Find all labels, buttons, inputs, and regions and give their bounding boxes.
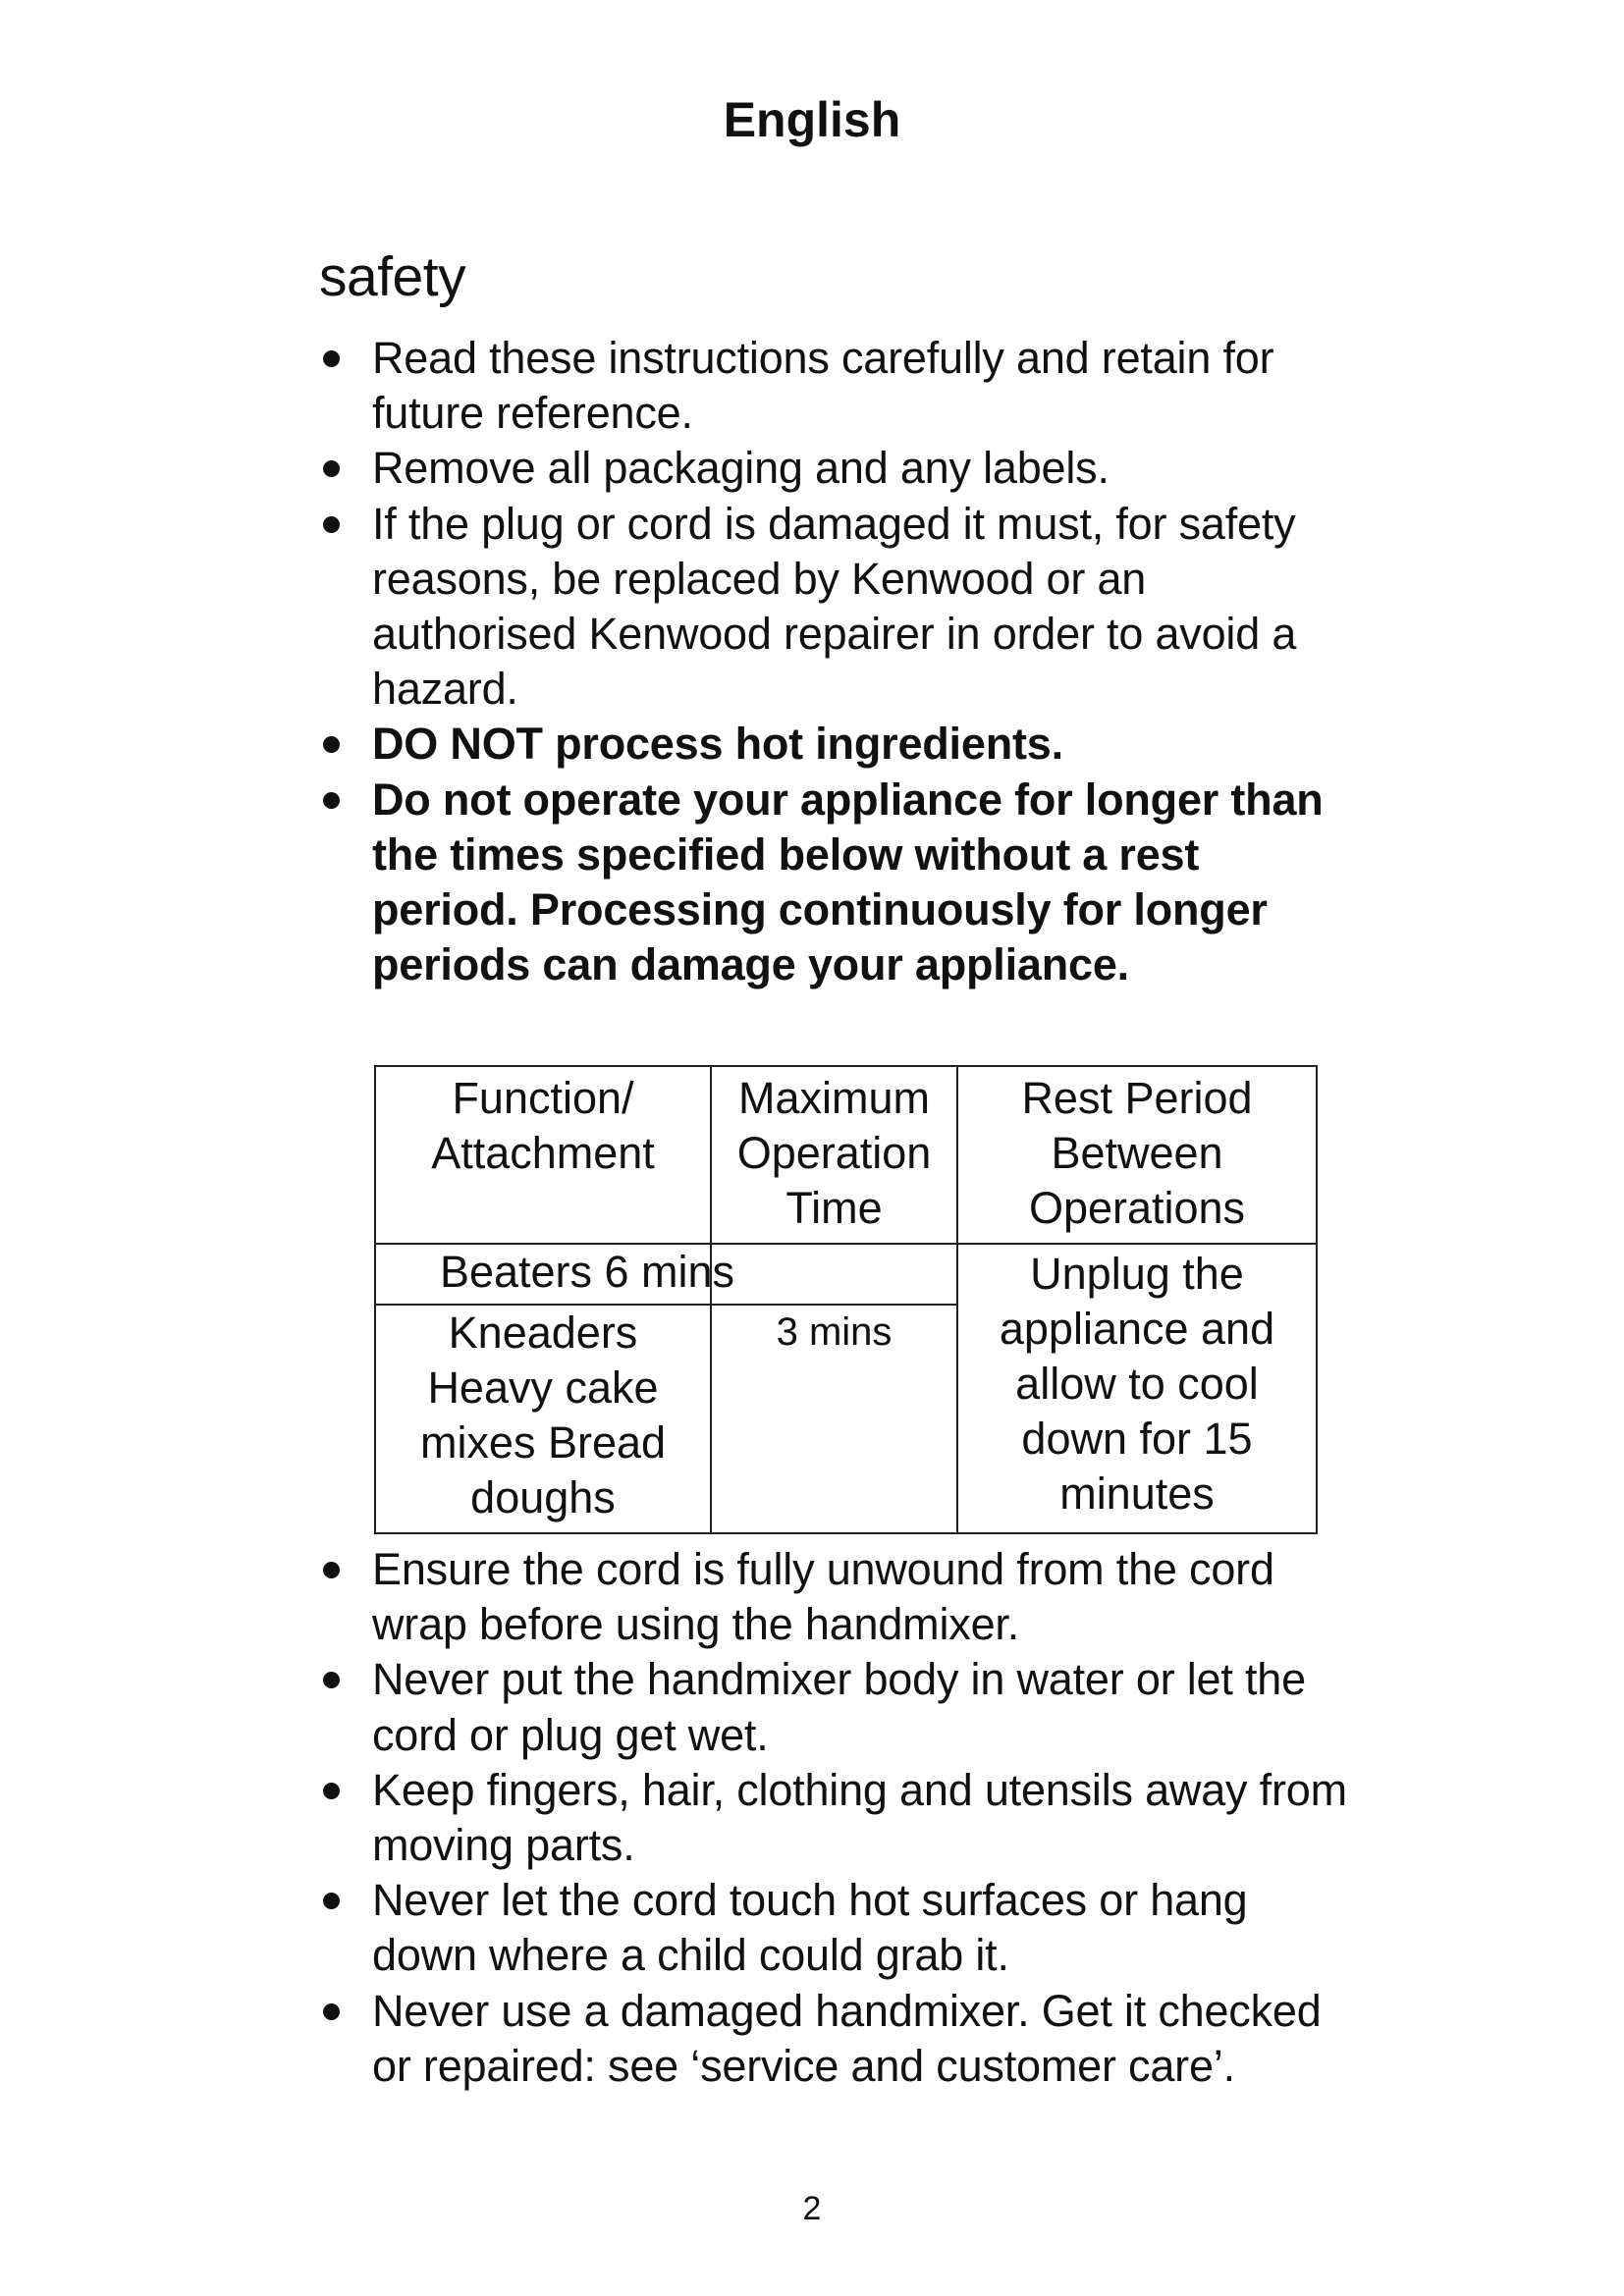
header-max-time: Maximum Operation Time xyxy=(736,1073,932,1233)
language-heading: English xyxy=(723,92,901,147)
bullet-icon xyxy=(323,350,340,367)
list-item-text: Keep fingers, hair, clothing and utensils away from moving parts. xyxy=(372,1764,1347,1871)
list-item-text: If the plug or cord is damaged it must, for safety reasons, be replaced by Kenwood or an authorised Kenwood repairer in order to avoid a hazard. xyxy=(372,498,1297,715)
list-item xyxy=(319,1873,1350,1983)
list-item-text: Do not operate your appliance for longer than the times specified below without a rest period. Processing continuously for longer periods can damage your appliance. xyxy=(372,774,1324,990)
list-item xyxy=(319,1542,1350,1652)
list-item-warning xyxy=(319,717,1350,772)
list-item-text: Ensure the cord is fully unwound from the cord wrap before using the handmixer. xyxy=(372,1544,1274,1650)
bullet-icon xyxy=(323,2003,340,2020)
list-item-text: Never use a damaged handmixer. Get it checked or repaired: see ‘service and customer care’. xyxy=(372,1985,1322,2091)
bullet-icon xyxy=(323,1672,340,1688)
operation-limits-table xyxy=(374,1065,1318,1534)
rest-period-value: Unplug the appliance and allow to cool down for 15 minutes xyxy=(999,1249,1275,1519)
list-item-text: Never put the handmixer body in water or let the cord or plug get wet. xyxy=(372,1654,1306,1760)
list-item-text: Remove all packaging and any labels. xyxy=(372,443,1110,494)
bullet-icon xyxy=(323,460,340,477)
bullet-icon xyxy=(323,1893,340,1909)
bullet-icon xyxy=(323,792,340,809)
list-item xyxy=(319,497,1350,718)
bullet-icon xyxy=(323,1783,340,1799)
bullet-icon xyxy=(323,516,340,533)
section-title: safety xyxy=(319,245,466,308)
bullet-icon xyxy=(323,736,340,753)
row-beaters: Beaters 6 mins xyxy=(439,1247,735,1297)
list-item xyxy=(319,1763,1350,1873)
safety-list-top xyxy=(319,331,1350,992)
header-rest-period: Rest Period Between Operations xyxy=(1021,1073,1253,1233)
list-item-text: Never let the cord touch hot surfaces or hang down where a child could grab it. xyxy=(372,1875,1248,1981)
safety-list-bottom xyxy=(319,1542,1350,2094)
list-item xyxy=(319,1652,1350,1762)
list-item xyxy=(319,331,1350,441)
row-kneaders-time: 3 mins xyxy=(776,1310,893,1354)
list-item-warning xyxy=(319,773,1350,993)
list-item xyxy=(319,1984,1350,2094)
page-number: 2 xyxy=(802,2190,822,2227)
table-divider xyxy=(956,1067,958,1532)
header-function: Function/ Attachment xyxy=(431,1073,655,1178)
bullet-icon xyxy=(323,1562,340,1578)
list-item xyxy=(319,441,1350,496)
list-item-text: DO NOT process hot ingredients. xyxy=(372,719,1063,770)
row-kneaders-function: Kneaders Heavy cake mixes Bread doughs xyxy=(419,1308,667,1522)
list-item-text: Read these instructions carefully and retain for future reference. xyxy=(372,333,1274,439)
